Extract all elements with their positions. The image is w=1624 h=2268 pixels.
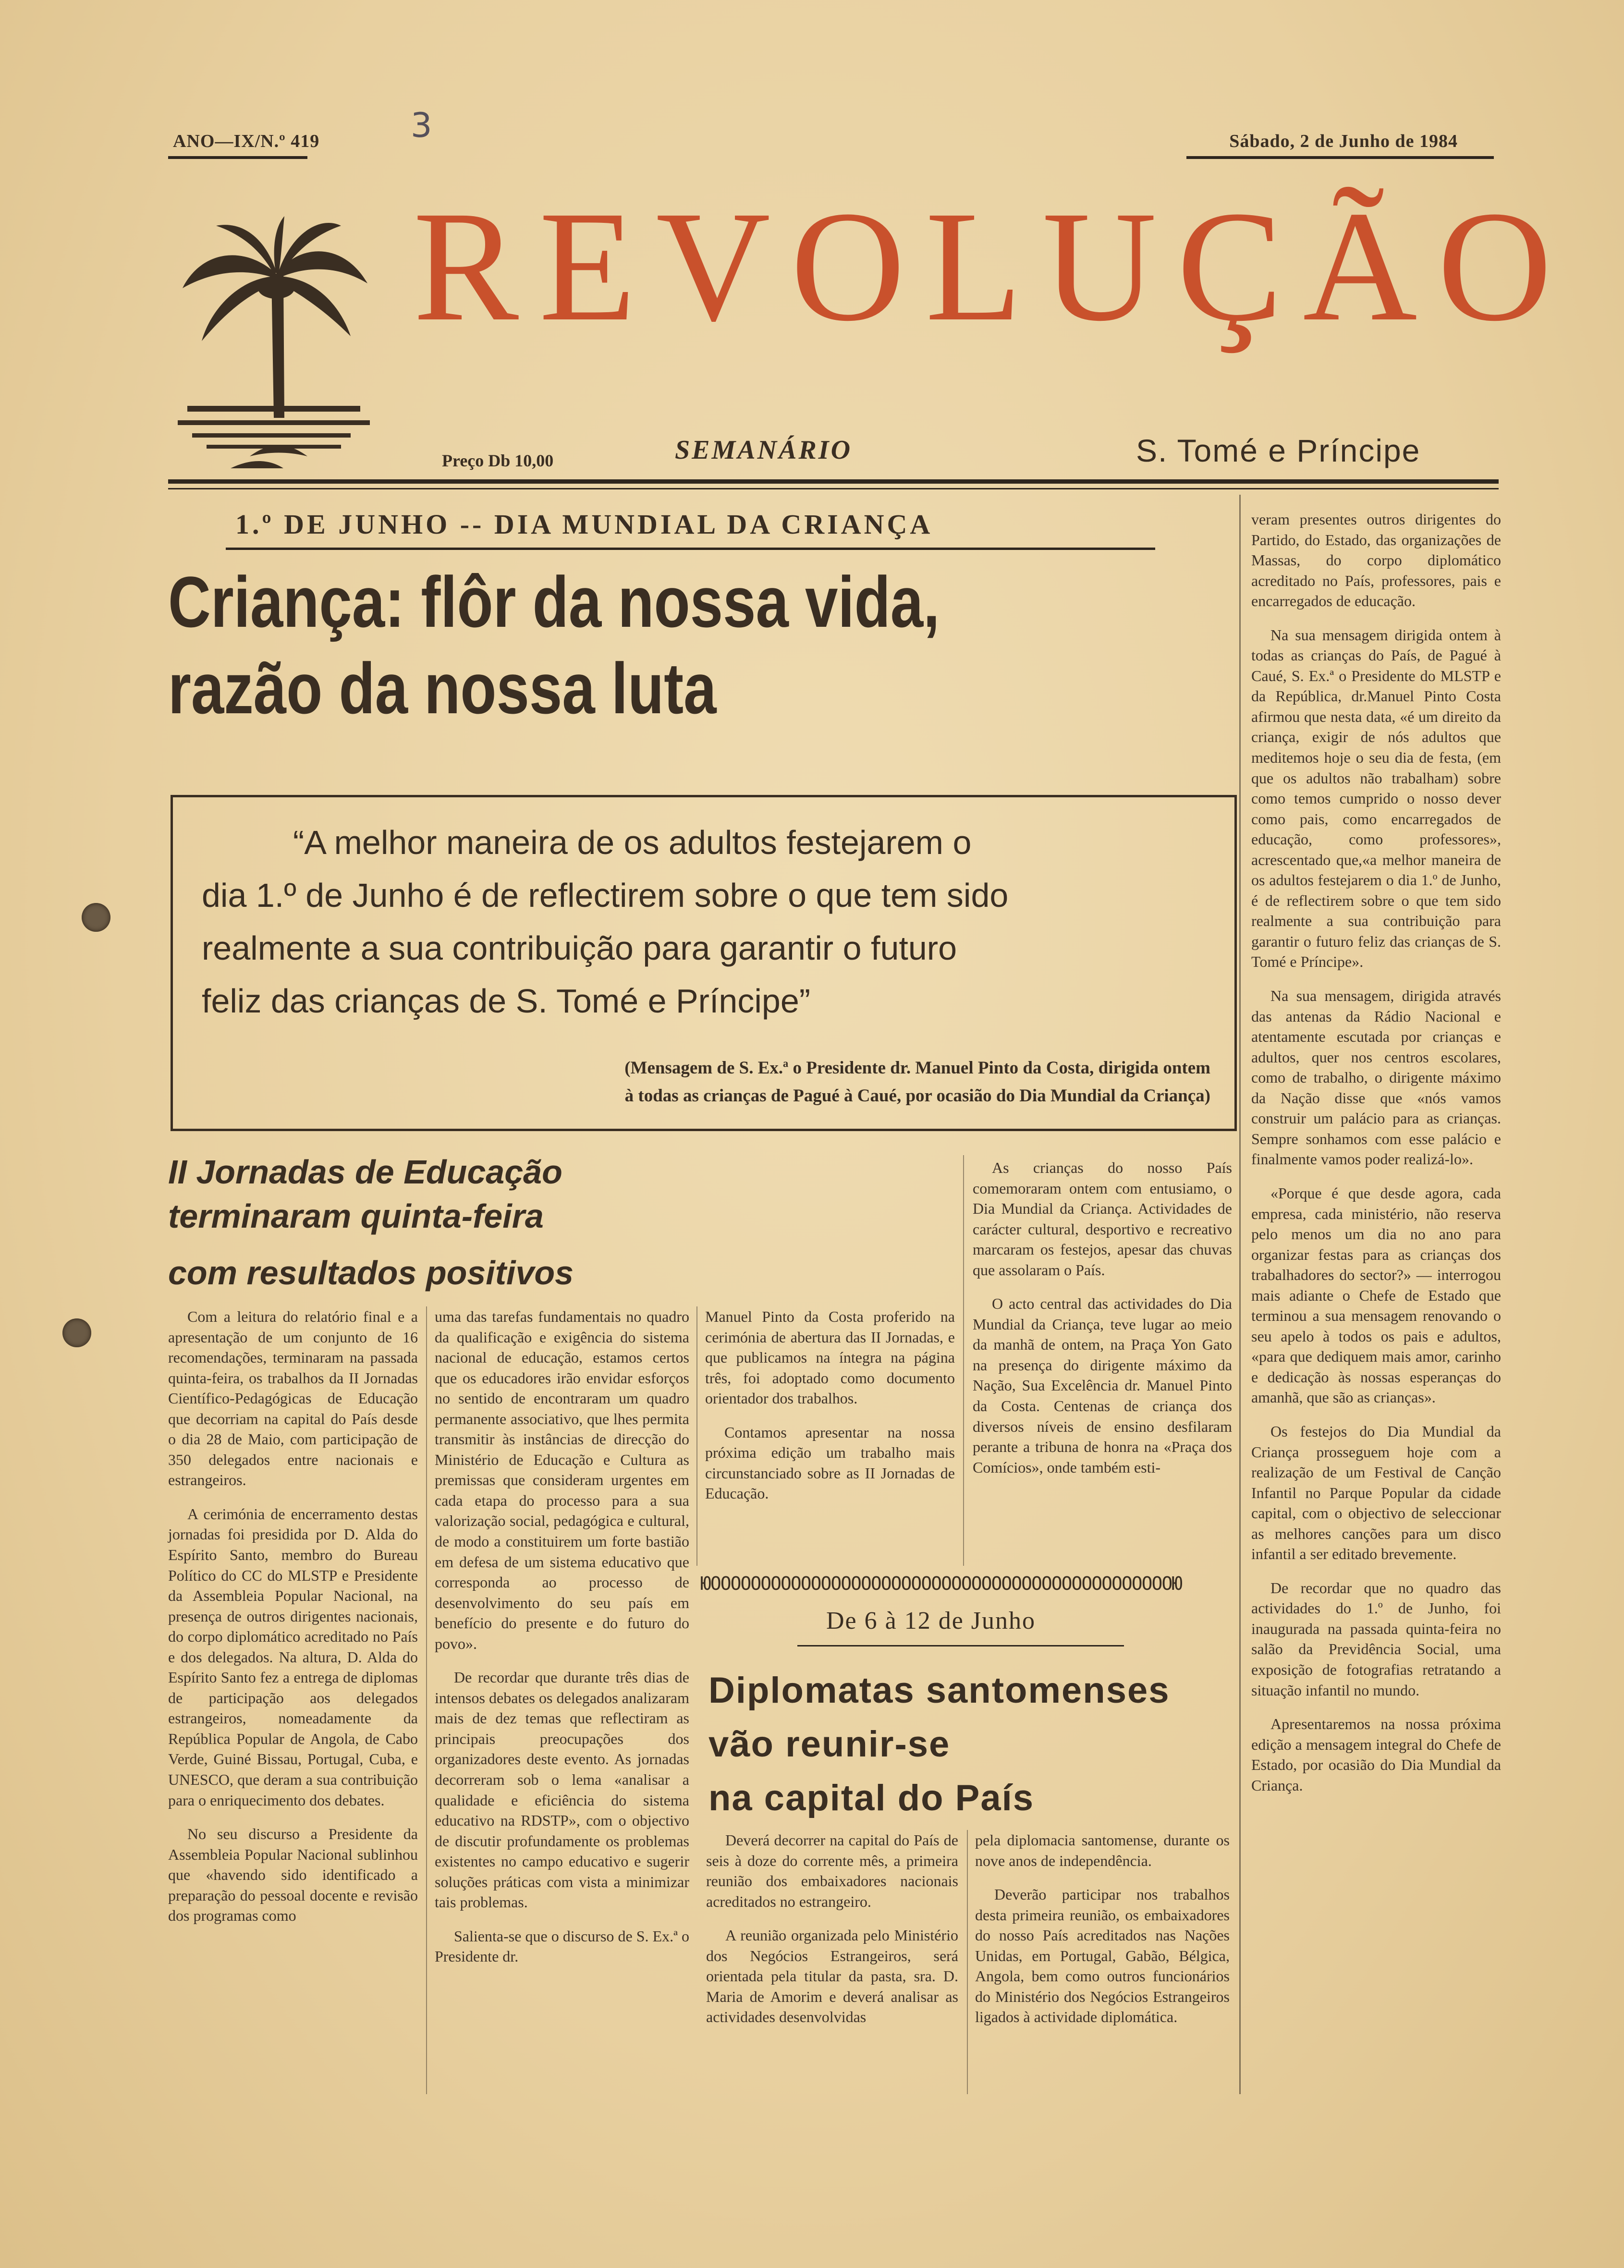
top-rule-right [1186, 156, 1494, 159]
column-divider [696, 1306, 697, 1566]
quote-line-1: “A melhor maneira de os adultos festejarem o [293, 824, 972, 861]
pencil-mark: 3 [411, 106, 432, 145]
paragraph: Salienta-se que o discurso de S. Ex.ª o Presidente dr. [435, 1927, 689, 1965]
issue-number: ANO—IX/N.º 419 [173, 131, 320, 151]
paragraph: Manuel Pinto da Costa proferido na cerimónia de abertura das II Jornadas, e que publicamos na íntegra na página três, foi adoptado como documento orientador dos trabalhos. [705, 1308, 955, 1407]
jornadas-headline-line-1: II Jornadas de Educação [168, 1153, 562, 1191]
column-divider [426, 1306, 427, 2094]
masthead-rule [168, 479, 1499, 484]
column-divider [967, 1830, 968, 2094]
paragraph: Deverão participar nos trabalhos desta primeira reunião, os embaixadores do nosso País acreditados nas Nações Unidas, em Portugal, Gabão, Bélgica, Angola, bem como outros funcionários do Ministério dos Negócios Estrangeiros ligados à actividade diplomática. [975, 1886, 1230, 2026]
diplomatas-dateline: De 6 à 12 de Junho [826, 1607, 1036, 1634]
paragraph: O acto central das actividades do Dia Mundial da Criança, teve lugar ao meio da manhã de ontem, na Praça Yon Gato na presença do dirigente máximo da Nação, Sua Excelência dr. Manuel Pinto da Costa. Centenas de criança dos diversos níveis de ensino desfilaram perante a tribuna de honra na «Praça dos Comícios», onde também esti- [973, 1295, 1232, 1476]
quote-credit-line-2: à todas as crianças de Pagué à Caué, por ocasião do Dia Mundial da Criança) [624, 1086, 1210, 1106]
column-divider [963, 1155, 964, 1566]
diplomatas-column-2 [975, 1830, 1230, 2041]
diplomatas-headline-line-2: vão reunir-se [708, 1724, 951, 1765]
paragraph: Os festejos do Dia Mundial da Criança prosseguem hoje com a realização de um Festival de Canção Infantil no Parque Popular da cidade capital, com o objectivo de seleccionar as melhores canções para um disco infantil a ser editado brevemente. [1251, 1422, 1501, 1563]
criancas-continuation-column [973, 1158, 1232, 1491]
issue-date: Sábado, 2 de Junho de 1984 [1229, 131, 1458, 151]
paragraph: Deverá decorrer na capital do País de seis à doze do corrente mês, a primeira reunião dos embaixadores nacionais acreditados no estrangeiro. [706, 1831, 958, 1910]
quote-line-4: feliz das crianças de S. Tomé e Príncipe” [202, 982, 811, 1020]
decorative-chain-border: ЮООООООООООООООООООООООООООООООООООООООООООООООЮ [700, 1573, 1182, 1594]
jornadas-column-3 [705, 1306, 955, 1517]
paragraph: «Porque é que desde agora, cada empresa, cada ministério, não reserva pelo menos um dia no ano para organizar festas para as crianças dos trabalhadores do sector?» — interrogou mais adiante o Chefe de Estado que terminou a sua mensagem renovando o seu apelo à todos os pais e adultos, «para que dediquem mais amor, carinho e dedicação às nossas esperanças do amanhã, que são as crianças». [1251, 1184, 1501, 1406]
jornadas-headline-line-2: terminaram quinta-feira [168, 1197, 544, 1235]
lead-right-column [1251, 509, 1501, 1809]
paragraph: Apresentaremos na nossa próxima edição a mensagem integral do Chefe de Estado, por ocasião do Dia Mundial da Criança. [1251, 1715, 1501, 1794]
paragraph: uma das tarefas fundamentais no quadro da qualificação e exigência do sistema nacional de educação, estamos certos que os educadores irão envidar esforços no sentido de encontraram um quadro permanente associativo, que lhes permita transmitir às instâncias de direcção do Ministério de Educação e Cultura as premissas que consideram urgentes em cada etapa do processo para a sua valorização social, pedagógica e cultural, de modo a constituirem um forte bastião em defesa de um sistema educativo que corresponda ao processo de desenvolvimento do seu país em benefício do presente e do futuro do povo». [435, 1308, 689, 1652]
paragraph: De recordar que no quadro das actividades do 1.º de Junho, foi inaugurada na passada quinta-feira no salão da Previdência Social, uma exposição de fotografias retratando a situação infantil no mundo. [1251, 1579, 1501, 1699]
masthead-rule-thin [168, 488, 1499, 489]
diplomatas-headline-line-3: na capital do País [708, 1778, 1034, 1818]
paragraph: As crianças do nosso País comemoraram ontem com entusiamo, o Dia Mundial da Criança. Actividades de carácter cultural, desportivo e recreativo marcaram os festejos, apesar das chuvas que assolaram o País. [973, 1159, 1232, 1279]
quote-credit-line-1: (Mensagem de S. Ex.ª o Presidente dr. Manuel Pinto da Costa, dirigida ontem [624, 1058, 1210, 1078]
top-rule-left [168, 156, 307, 159]
paragraph: A reunião organizada pelo Ministério dos Negócios Estrangeiros, será orientada pela titular da pasta, sra. D. Maria de Amorim e deverá analisar as actividades desenvolvidas [706, 1927, 958, 2026]
punch-hole [62, 1318, 91, 1347]
lead-headline-line-2: razão da nossa luta [168, 648, 717, 729]
jornadas-column-2 [435, 1306, 689, 1980]
diplomatas-column-1 [706, 1830, 958, 2041]
paragraph: Contamos apresentar na nossa próxima edição um trabalho mais circunstanciado sobre as II Jornadas de Educação. [705, 1423, 955, 1502]
paragraph: A cerimónia de encerramento destas jornadas foi presidida por D. Alda do Espírito Santo, membro do Bureau Político do CC do MLSTP e Presidente da Assembleia Popular Nacional, na presença de outros dirigentes nacionais, do corpo diplomático acreditado no País e dos delegados. Na altura, D. Alda do Espírito Santo fez a entrega de diplomas de participação aos delegados estrangeiros, nomeadamente da República Popular de Angola, de Cabo Verde, Guiné Bissau, Portugal, Cuba, e UNESCO, que deram a sua contribuição para o enriquecimento dos debates. [168, 1505, 418, 1809]
price: Preço Db 10,00 [442, 451, 554, 470]
paragraph: Com a leitura do relatório final e a apresentação de um conjunto de 16 recomendações, terminaram na passada quinta-feira, os trabalhos da II Jornadas Científico-Pedagógicas de Educação que decorriam na capital do País desde o dia 28 de Maio, com participação de 350 delegados entre nacionais e estrangeiros. [168, 1308, 418, 1489]
lead-kicker: 1.º DE JUNHO -- DIA MUNDIAL DA CRIANÇA [235, 509, 933, 540]
kicker-rule [226, 548, 1155, 550]
jornadas-column-1 [168, 1306, 418, 1939]
paragraph: veram presentes outros dirigentes do Partido, do Estado, das organizações de Massas, do corpo diplomático acreditado no País, professores, pais e encarregados de educação. [1251, 511, 1501, 610]
right-column-divider [1239, 495, 1241, 2094]
paragraph: No seu discurso a Presidente da Assembleia Popular Nacional sublinhou que «havendo sido identificado a preparação do pessoal docente e revisão dos programas como [168, 1825, 418, 1925]
lead-headline-line-1: Criança: flôr da nossa vida, [168, 561, 940, 642]
quote-line-2: dia 1.º de Junho é de reflectirem sobre o que tem sido [202, 877, 1009, 914]
masthead-title: REVOLUÇÃO [413, 179, 1572, 354]
jornadas-headline-line-3: com resultados positivos [168, 1254, 574, 1292]
frequency: SEMANÁRIO [675, 435, 853, 465]
quote-box [171, 795, 1237, 1131]
paragraph: pela diplomacia santomense, durante os nove anos de independência. [975, 1831, 1230, 1869]
paragraph: Na sua mensagem dirigida ontem à todas as crianças do País, de Pagué à Caué, S. Ex.ª o Presidente do MLSTP e da República, dr.Manuel Pinto Costa afirmou que nesta data, «é um direito da criança, exigir de nós adultos que meditemos hoje o seu dia de festa, (em que os adultos não trabalham) sobre como temos cumprido o nosso dever como pais, como encarregados de educação, como professores», acrescentado que,«a melhor maneira de os adultos festejarem o dia 1.º de Junho, é de reflectirem sobre o que tem sido realmente a sua contribuição para garantir o futuro feliz das crianças de S. Tomé e Príncipe». [1251, 626, 1501, 971]
quote-line-3: realmente a sua contribuição para garantir o futuro [202, 929, 957, 967]
dateline-rule [797, 1645, 1124, 1646]
palm-tree-logo [173, 216, 375, 476]
paragraph: De recordar que durante três dias de intensos debates os delegados analizaram mais de dez temas que reflectiram as principais preocupações dos organizadores deste evento. As jornadas decorreram sob o lema «analisar a qualidade e eficiência do sistema educativo na RDSTP», com o objectivo de discutir profundamente os problemas existentes no campo educativo e sugerir soluções práticas com vista a minimizar tais problemas. [435, 1669, 689, 1911]
place: S. Tomé e Príncipe [1136, 433, 1421, 468]
diplomatas-headline-line-1: Diplomatas santomenses [708, 1670, 1170, 1711]
punch-hole [82, 903, 110, 932]
paragraph: Na sua mensagem, dirigida através das antenas da Rádio Nacional e atentamente escutada por crianças e adultos, quer nos centros escolares, como de trabalho, o dirigente máximo da Nação disse que «nós vamos construir um palácio para as crianças. Sempre sonhamos com esse palácio e finalmente vamos poder realizá-lo». [1251, 987, 1501, 1168]
